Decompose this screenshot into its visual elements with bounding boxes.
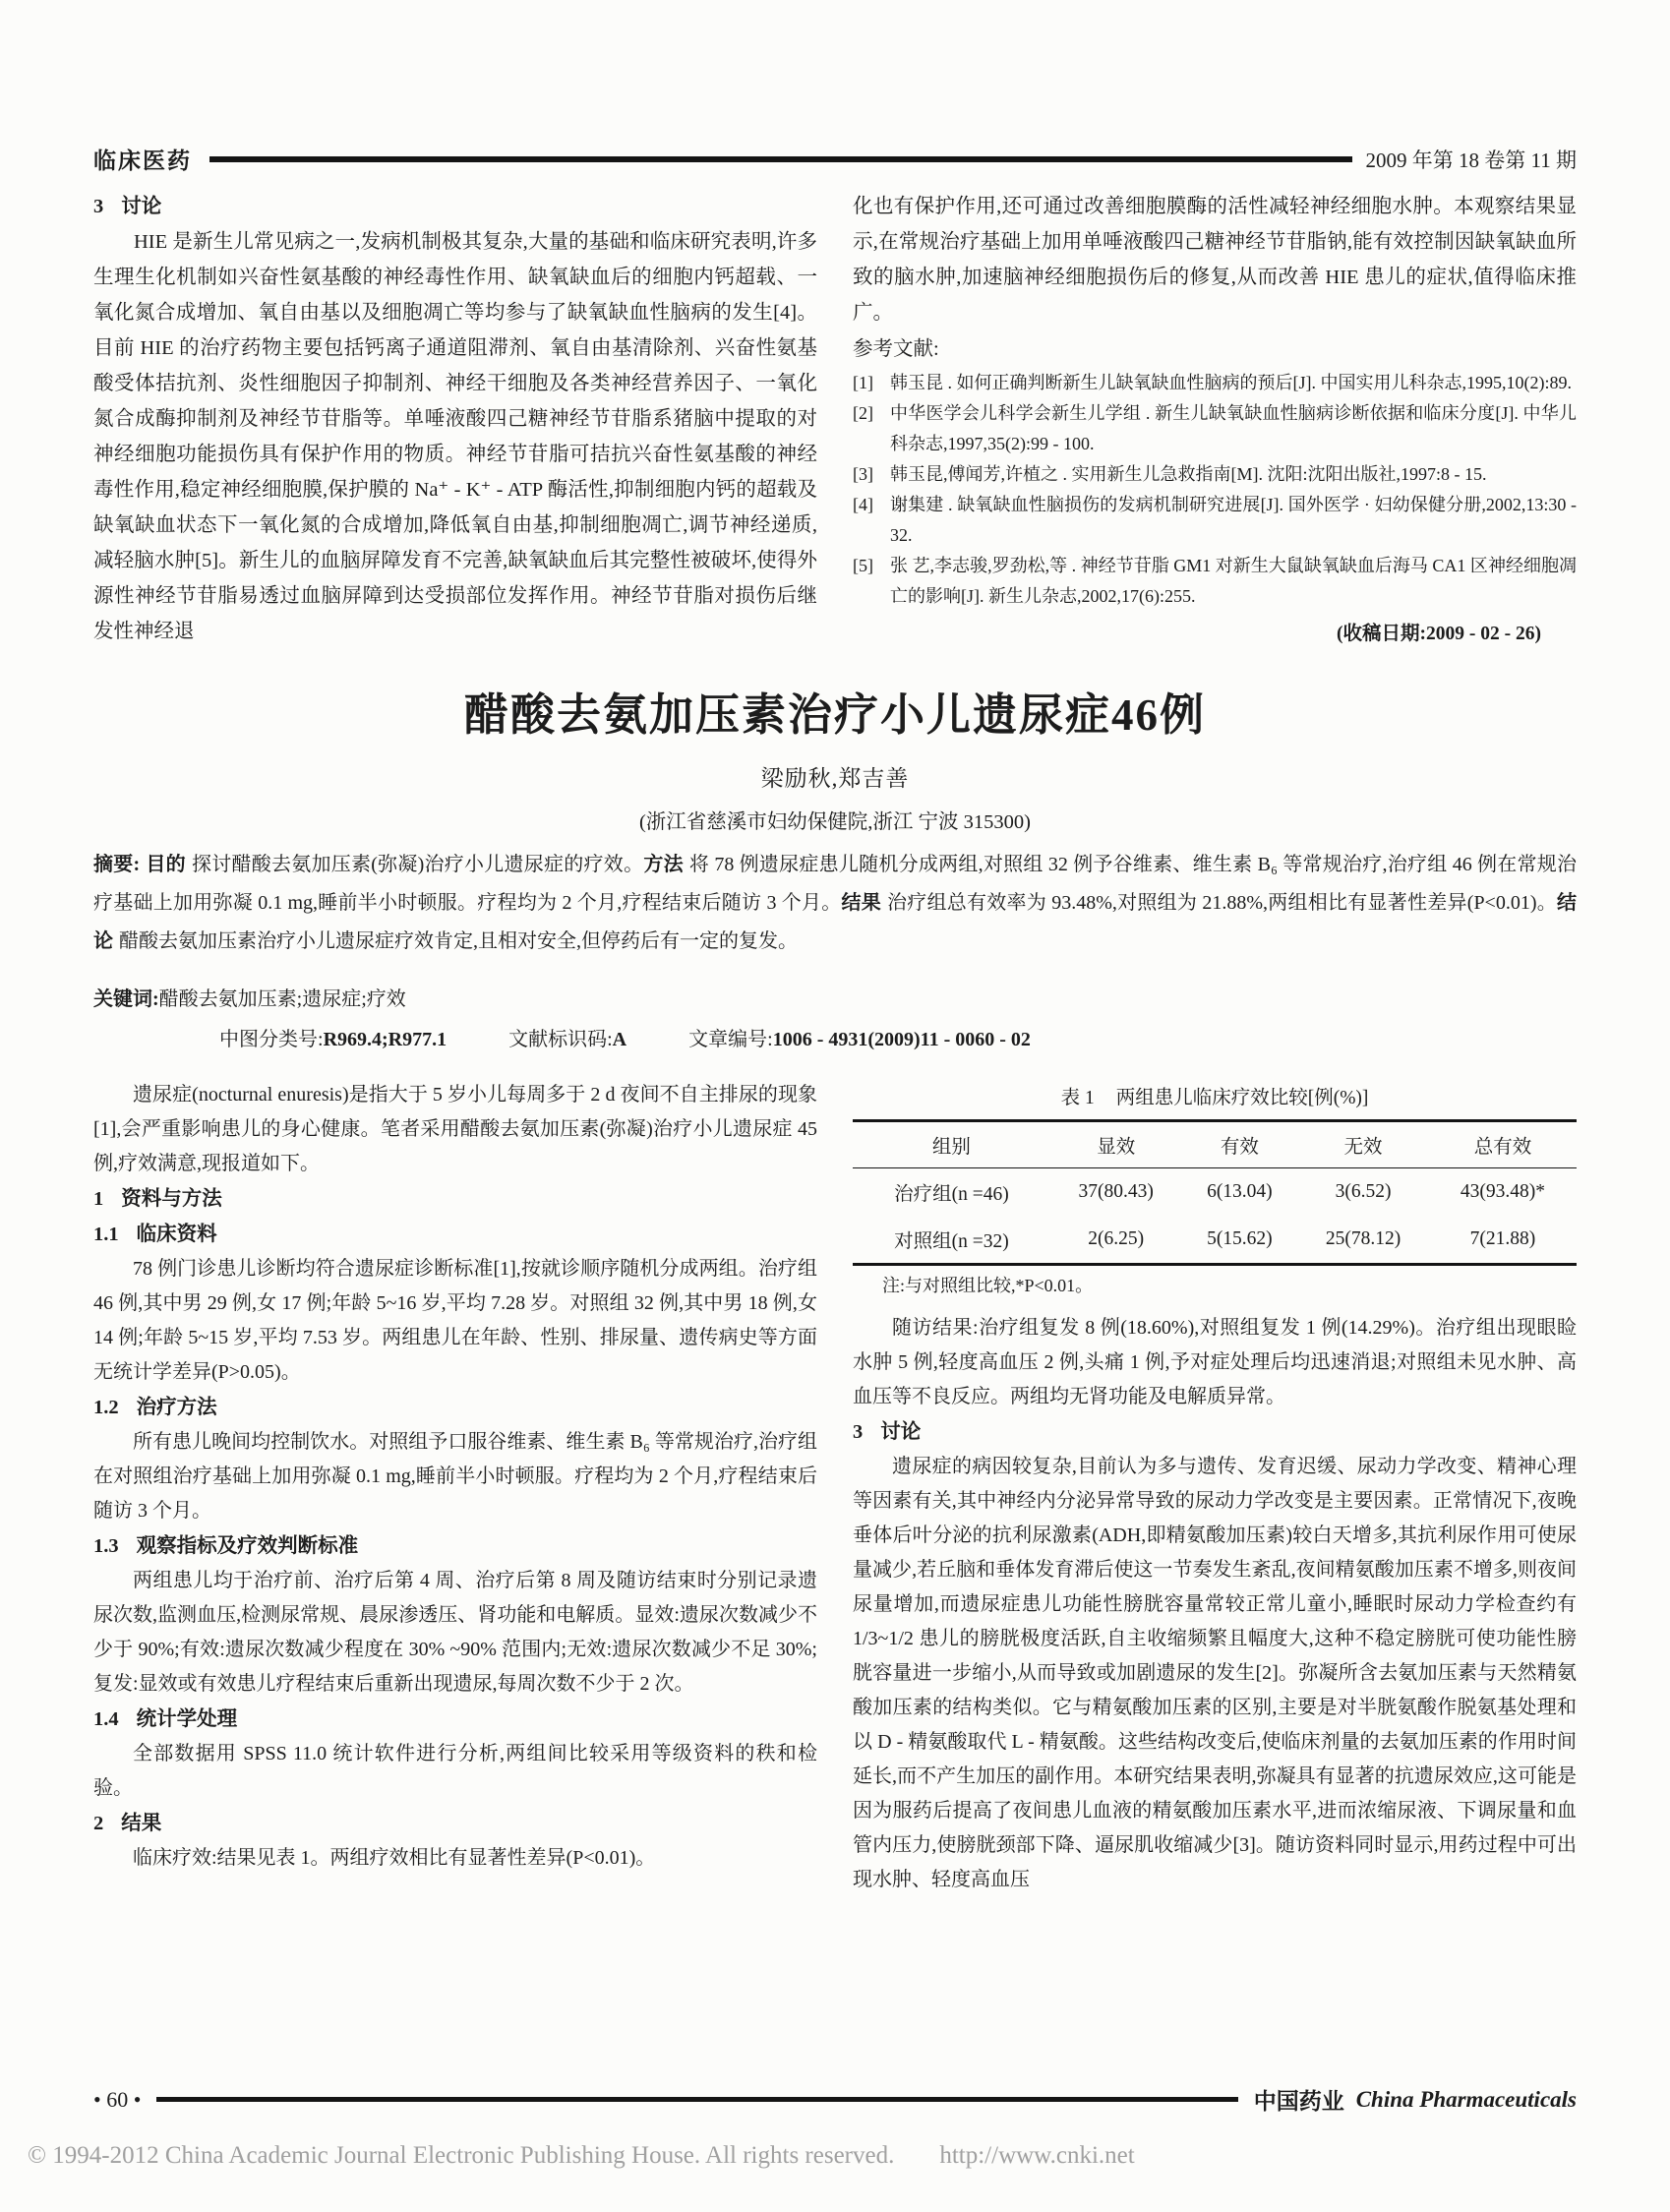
reference-label: [1] (853, 373, 873, 392)
page-footer (93, 2083, 1577, 2116)
intro-paragraph: 遗尿症(nocturnal enuresis)是指大于 5 岁小儿每周多于 2 d 夜间不自主排尿的现象[1],会严重影响患儿的身心健康。笔者采用醋酸去氨加压素(弥凝)治疗小儿遗尿症 45 例,疗效满意,现报道如下。 (93, 1084, 817, 1174)
table-cell: 治疗组(n =46) (894, 1184, 1009, 1205)
reference-label: [4] (853, 495, 873, 514)
section-1-3-text: 两组患儿均于治疗前、治疗后第 4 周、治疗后第 8 周及随访结束时分别记录遗尿次数,监测血压,检测尿常规、晨尿渗透压、肾功能和电解质。显效:遗尿次数减少不少于 90%;有效:遗尿次数减少程度在 30% ~90% 范围内;无效:遗尿次数减少不足 30%;复发:显效或有效患儿疗程结束后重新出现遗尿,每周次数不少于 2 次。 (93, 1570, 817, 1695)
clc-group (219, 1029, 447, 1050)
article-authors: 梁励秋,郑吉善 (760, 766, 910, 791)
section-1-4-number: 1.4 (93, 1708, 119, 1730)
keywords-line (93, 981, 1577, 1019)
prev-article-right-column (853, 189, 1577, 649)
section-1-2-heading (93, 1390, 817, 1425)
discussion-paragraph-right: 化也有保护作用,还可通过改善细胞膜酶的活性减轻神经细胞水肿。本观察结果显示,在常规治疗基础上加用单唾液酸四己糖神经节苷脂钠,能有效控制因缺氧缺血所致的脑水肿,加速脑神经细胞损伤后的修复,从而改善 HIE 患儿的症状,值得临床推广。 (853, 196, 1577, 324)
section-3-text: 遗尿症的病因较复杂,目前认为多与遗传、发育迟缓、尿动力学改变、精神心理等因素有关,其中神经内分泌异常导致的尿动力学改变是主要因素。正常情况下,夜晚垂体后叶分泌的抗利尿激素(ADH,即精氨酸加压素)较白天增多,其抗利尿作用可使尿量减少,若丘脑和垂体发育滞后使这一节奏发生紊乱,夜间精氨酸加压素不增多,则夜间尿量增加,而遗尿症患儿功能性膀胱容量常较正常儿童小,睡眠时尿动力学检查约有 1/3~1/2 患儿的膀胱极度活跃,自主收缩频繁且幅度大,这种不稳定膀胱可使功能性膀胱容量进一步缩小,从而导致或加剧遗尿的发生[2]。弥凝所含去氨加压素与天然精氨酸加压素的结构类似。它与精氨酸加压素的区别,主要是对半胱氨酸作脱氨基处理和以 D - 精氨酸取代 L - 精氨酸。这些结构改变后,使临床剂量的去氨加压素的作用时间延长,而不产生加压的副作用。本研究结果表明,弥凝具有显著的抗遗尿效应,这可能是因为服药后提高了夜间患儿血液的精氨酸加压素水平,进而浓缩尿液、下调尿量和血管内压力,使膀胱颈部下降、逼尿肌收缩减少[3]。随访资料同时显示,用药过程中可出现水肿、轻度高血压 (853, 1456, 1577, 1890)
journal-name-cn: 中国药业 (1253, 2089, 1344, 2114)
table-header-cell: 组别 (853, 1121, 1050, 1168)
reference-item (853, 551, 1577, 612)
section-1-4-heading (93, 1702, 817, 1737)
clc-value: R969.4;R977.1 (323, 1029, 447, 1050)
header-rule (209, 156, 1352, 162)
discussion-heading-title: 讨论 (121, 196, 162, 217)
section-1-1-heading (93, 1217, 817, 1252)
article-title: 醋酸去氨加压素治疗小儿遗尿症46例 (463, 690, 1206, 740)
reference-text: 中华医学会儿科学会新生儿学组 . 新生儿缺氧缺血性脑病诊断依据和临床分度[J]. 中华儿科杂志,1997,35(2):99 - 100. (890, 403, 1577, 453)
table-header-cell: 有效 (1182, 1121, 1298, 1168)
article-left-column (93, 1078, 817, 1897)
keywords-label: 关键词: (93, 988, 159, 1010)
abstract-method-label: 方法 (643, 854, 684, 875)
article-no-label: 文章编号: (688, 1029, 773, 1050)
abstract-conclusion-label: 结论 (93, 892, 1577, 952)
section-3-number: 3 (853, 1421, 864, 1443)
reference-item (853, 398, 1577, 459)
section-3-heading (853, 1414, 1577, 1450)
copyright-text: © 1994-2012 China Academic Journal Electronic Publishing House. All rights reserved. (28, 2142, 895, 2169)
section-1-4-title: 统计学处理 (136, 1708, 238, 1730)
prev-article-columns (93, 189, 1577, 649)
section-1-1-title: 临床资料 (136, 1224, 217, 1245)
reference-item (853, 490, 1577, 551)
abstract-conclusion: 醋酸去氨加压素治疗小儿遗尿症疗效肯定,且相对安全,但停药后有一定的复发。 (119, 930, 798, 952)
copyright-url: http://www.cnki.net (939, 2142, 1135, 2169)
article-right-column (853, 1078, 1577, 1897)
references-heading: 参考文献: (853, 338, 939, 360)
table-cell: 5(15.62) (1207, 1228, 1273, 1249)
table-header-cell: 显效 (1050, 1121, 1182, 1168)
reference-text: 韩玉昆,傅闻芳,许植之 . 实用新生儿急救指南[M]. 沈阳:沈阳出版社,1997:8 - 15. (890, 464, 1487, 484)
table-cell: 2(6.25) (1088, 1228, 1145, 1249)
article-body-columns (93, 1078, 1577, 1897)
discussion-heading-number: 3 (93, 196, 104, 217)
table-cell: 3(6.52) (1335, 1181, 1392, 1202)
table-cell: 6(13.04) (1207, 1181, 1273, 1202)
keywords: 醋酸去氨加压素;遗尿症;疗效 (158, 988, 406, 1010)
table-caption-number: 表 1 (1060, 1088, 1095, 1108)
abstract-label: 摘要: (93, 854, 141, 875)
section-2-heading (93, 1806, 817, 1841)
table-caption (853, 1082, 1577, 1109)
table-header-cell: 总有效 (1429, 1121, 1577, 1168)
clc-label: 中图分类号: (219, 1029, 324, 1050)
abstract-result: 治疗组总有效率为 93.48%,对照组为 21.88%,两组相比有显著性差异(P<0.01)。 (887, 892, 1557, 914)
section-1-4-text: 全部数据用 SPSS 11.0 统计软件进行分析,两组间比较采用等级资料的秩和检验。 (93, 1743, 817, 1799)
reference-label: [3] (853, 464, 873, 484)
section-1-2-text: 所有患儿晚间均控制饮水。对照组予口服谷维素、维生素 B₆ 等常规治疗,治疗组在对照组治疗基础上加用弥凝 0.1 mg,睡前半小时顿服。疗程均为 2 个月,疗程结束后随访 3 个月。 (93, 1431, 817, 1522)
section-1-2-title: 治疗方法 (136, 1397, 217, 1418)
reference-text: 张 艺,李志骏,罗劲松,等 . 神经节苷脂 GM1 对新生大鼠缺氧缺血后海马 CA1 区神经细胞凋亡的影响[J]. 新生儿杂志,2002,17(6):255. (890, 556, 1577, 606)
abstract-method: 将 78 例遗尿症患儿随机分成两组,对照组 32 例予谷维素、维生素 B₆ 等常规治疗,治疗组 46 例在常规治疗基础上加用弥凝 0.1 mg,睡前半小时顿服。疗程均为 2 个月,疗程结束后随访 3 个月。 (93, 854, 1578, 914)
discussion-heading (93, 189, 817, 224)
table-cell: 43(93.48)* (1460, 1181, 1546, 1202)
doc-code-value: A (612, 1029, 627, 1050)
table-header-cell: 无效 (1297, 1121, 1429, 1168)
abstract-objective-label: 目的 (146, 854, 186, 875)
section-1-3-number: 1.3 (93, 1535, 119, 1557)
doc-code-label: 文献标识码: (508, 1029, 613, 1050)
section-1-3-heading (93, 1528, 817, 1564)
page-number: • 60 • (93, 2086, 142, 2112)
section-2-number: 2 (93, 1813, 104, 1834)
article-no-group (688, 1029, 1031, 1050)
article-affiliation: (浙江省慈溪市妇幼保健院,浙江 宁波 315300) (638, 811, 1032, 833)
abstract (93, 846, 1577, 961)
section-1-heading (93, 1181, 817, 1217)
running-head (93, 0, 1577, 175)
efficacy-table (853, 1119, 1577, 1266)
discussion-paragraph-left: HIE 是新生儿常见病之一,发病机制极其复杂,大量的基础和临床研究表明,许多生理生化机制如兴奋性氨基酸的神经毒性作用、缺氧缺血后的细胞内钙超载、一氧化氮合成增加、氧自由基以及细胞凋亡等均参与了缺氧缺血性脑病的发生[4]。目前 HIE 的治疗药物主要包括钙离子通道阻滞剂、氧自由基清除剂、兴奋性氨基酸受体拮抗剂、炎性细胞因子抑制剂、神经干细胞及各类神经营养因子、一氧化氮合成酶抑制剂及神经节苷脂等。单唾液酸四己糖神经节苷脂系猪脑中提取的对神经细胞功能损伤具有保护作用的物质。神经节苷脂可拮抗兴奋性氨基酸的神经毒性作用,稳定神经细胞膜,保护膜的 Na⁺ - K⁺ - ATP 酶活性,抑制细胞内钙的超载及缺氧缺血状态下一氧化氮的合成增加,降低氧自由基,抑制细胞凋亡,调节神经递质,减轻脑水肿[5]。新生儿的血脑屏障发育不完善,缺氧缺血后其完整性被破坏,使得外源性神经节苷脂易透过血脑屏障到达受损部位发挥作用。神经节苷脂对损伤后继发性神经退 (93, 231, 817, 642)
received-date: (收稿日期:2009 - 02 - 26) (1337, 624, 1541, 644)
reference-item (853, 459, 1577, 490)
abstract-result-label: 结果 (841, 892, 881, 914)
journal-name-en: China Pharmaceuticals (1355, 2086, 1577, 2112)
prev-article-left-column (93, 189, 817, 649)
section-1-1-text: 78 例门诊患儿诊断均符合遗尿症诊断标准[1],按就诊顺序随机分成两组。治疗组 46 例,其中男 29 例,女 17 例;年龄 5~16 岁,平均 7.28 岁。对照组 32 例,其中男 18 例,女 14 例;年龄 5~15 岁,平均 7.53 岁。两组患儿在年龄、性别、排尿量、遗传病史等方面无统计学差异(P>0.05)。 (93, 1258, 817, 1383)
table-cell: 7(21.88) (1469, 1228, 1536, 1249)
table-row (853, 1168, 1577, 1217)
table-header-row (853, 1121, 1577, 1168)
section-1-2-number: 1.2 (93, 1397, 119, 1418)
abstract-objective: 探讨醋酸去氨加压素(弥凝)治疗小儿遗尿症的疗效。 (191, 854, 644, 875)
reference-item (853, 368, 1577, 398)
section-2-text: 临床疗效:结果见表 1。两组疗效相比有显著性差异(P<0.01)。 (133, 1847, 656, 1869)
reference-label: [2] (853, 403, 873, 423)
article-no-value: 1006 - 4931(2009)11 - 0060 - 02 (772, 1029, 1031, 1050)
journal-section-label: 临床医药 (93, 149, 192, 173)
classification-line (93, 1019, 1577, 1060)
reference-text: 韩玉昆 . 如何正确判断新生儿缺氧缺血性脑病的预后[J]. 中国实用儿科杂志,1995,10(2):89. (890, 373, 1572, 392)
followup-paragraph: 随访结果:治疗组复发 8 例(18.60%),对照组复发 1 例(14.29%)。治疗组出现眼睑水肿 5 例,轻度高血压 2 例,头痛 1 例,予对症处理后均迅速消退;对照组未见水肿、高血压等不良反应。两组均无肾功能及电解质异常。 (853, 1317, 1577, 1407)
table-caption-text: 两组患儿临床疗效比较[例(%)] (1115, 1088, 1369, 1108)
section-2-title: 结果 (121, 1813, 162, 1834)
section-1-title: 资料与方法 (121, 1188, 222, 1210)
table-note: 注:与对照组比较,*P<0.01。 (882, 1276, 1094, 1295)
reference-label: [5] (853, 556, 873, 575)
issue-info: 2009 年第 18 卷第 11 期 (1365, 148, 1577, 172)
section-1-1-number: 1.1 (93, 1224, 119, 1245)
copyright-line (28, 2142, 1135, 2170)
table-cell: 25(78.12) (1325, 1228, 1402, 1249)
doc-code-group (508, 1029, 626, 1050)
section-1-3-title: 观察指标及疗效判断标准 (136, 1535, 359, 1557)
table-row (853, 1216, 1577, 1265)
reference-text: 谢集建 . 缺氧缺血性脑损伤的发病机制研究进展[J]. 国外医学 · 妇幼保健分册,2002,13:30 - 32. (890, 495, 1577, 545)
table-cell: 对照组(n =32) (894, 1231, 1009, 1252)
table-cell: 37(80.43) (1078, 1181, 1154, 1202)
section-3-title: 讨论 (880, 1421, 922, 1443)
section-1-number: 1 (93, 1188, 104, 1210)
footer-rule (156, 2097, 1237, 2102)
